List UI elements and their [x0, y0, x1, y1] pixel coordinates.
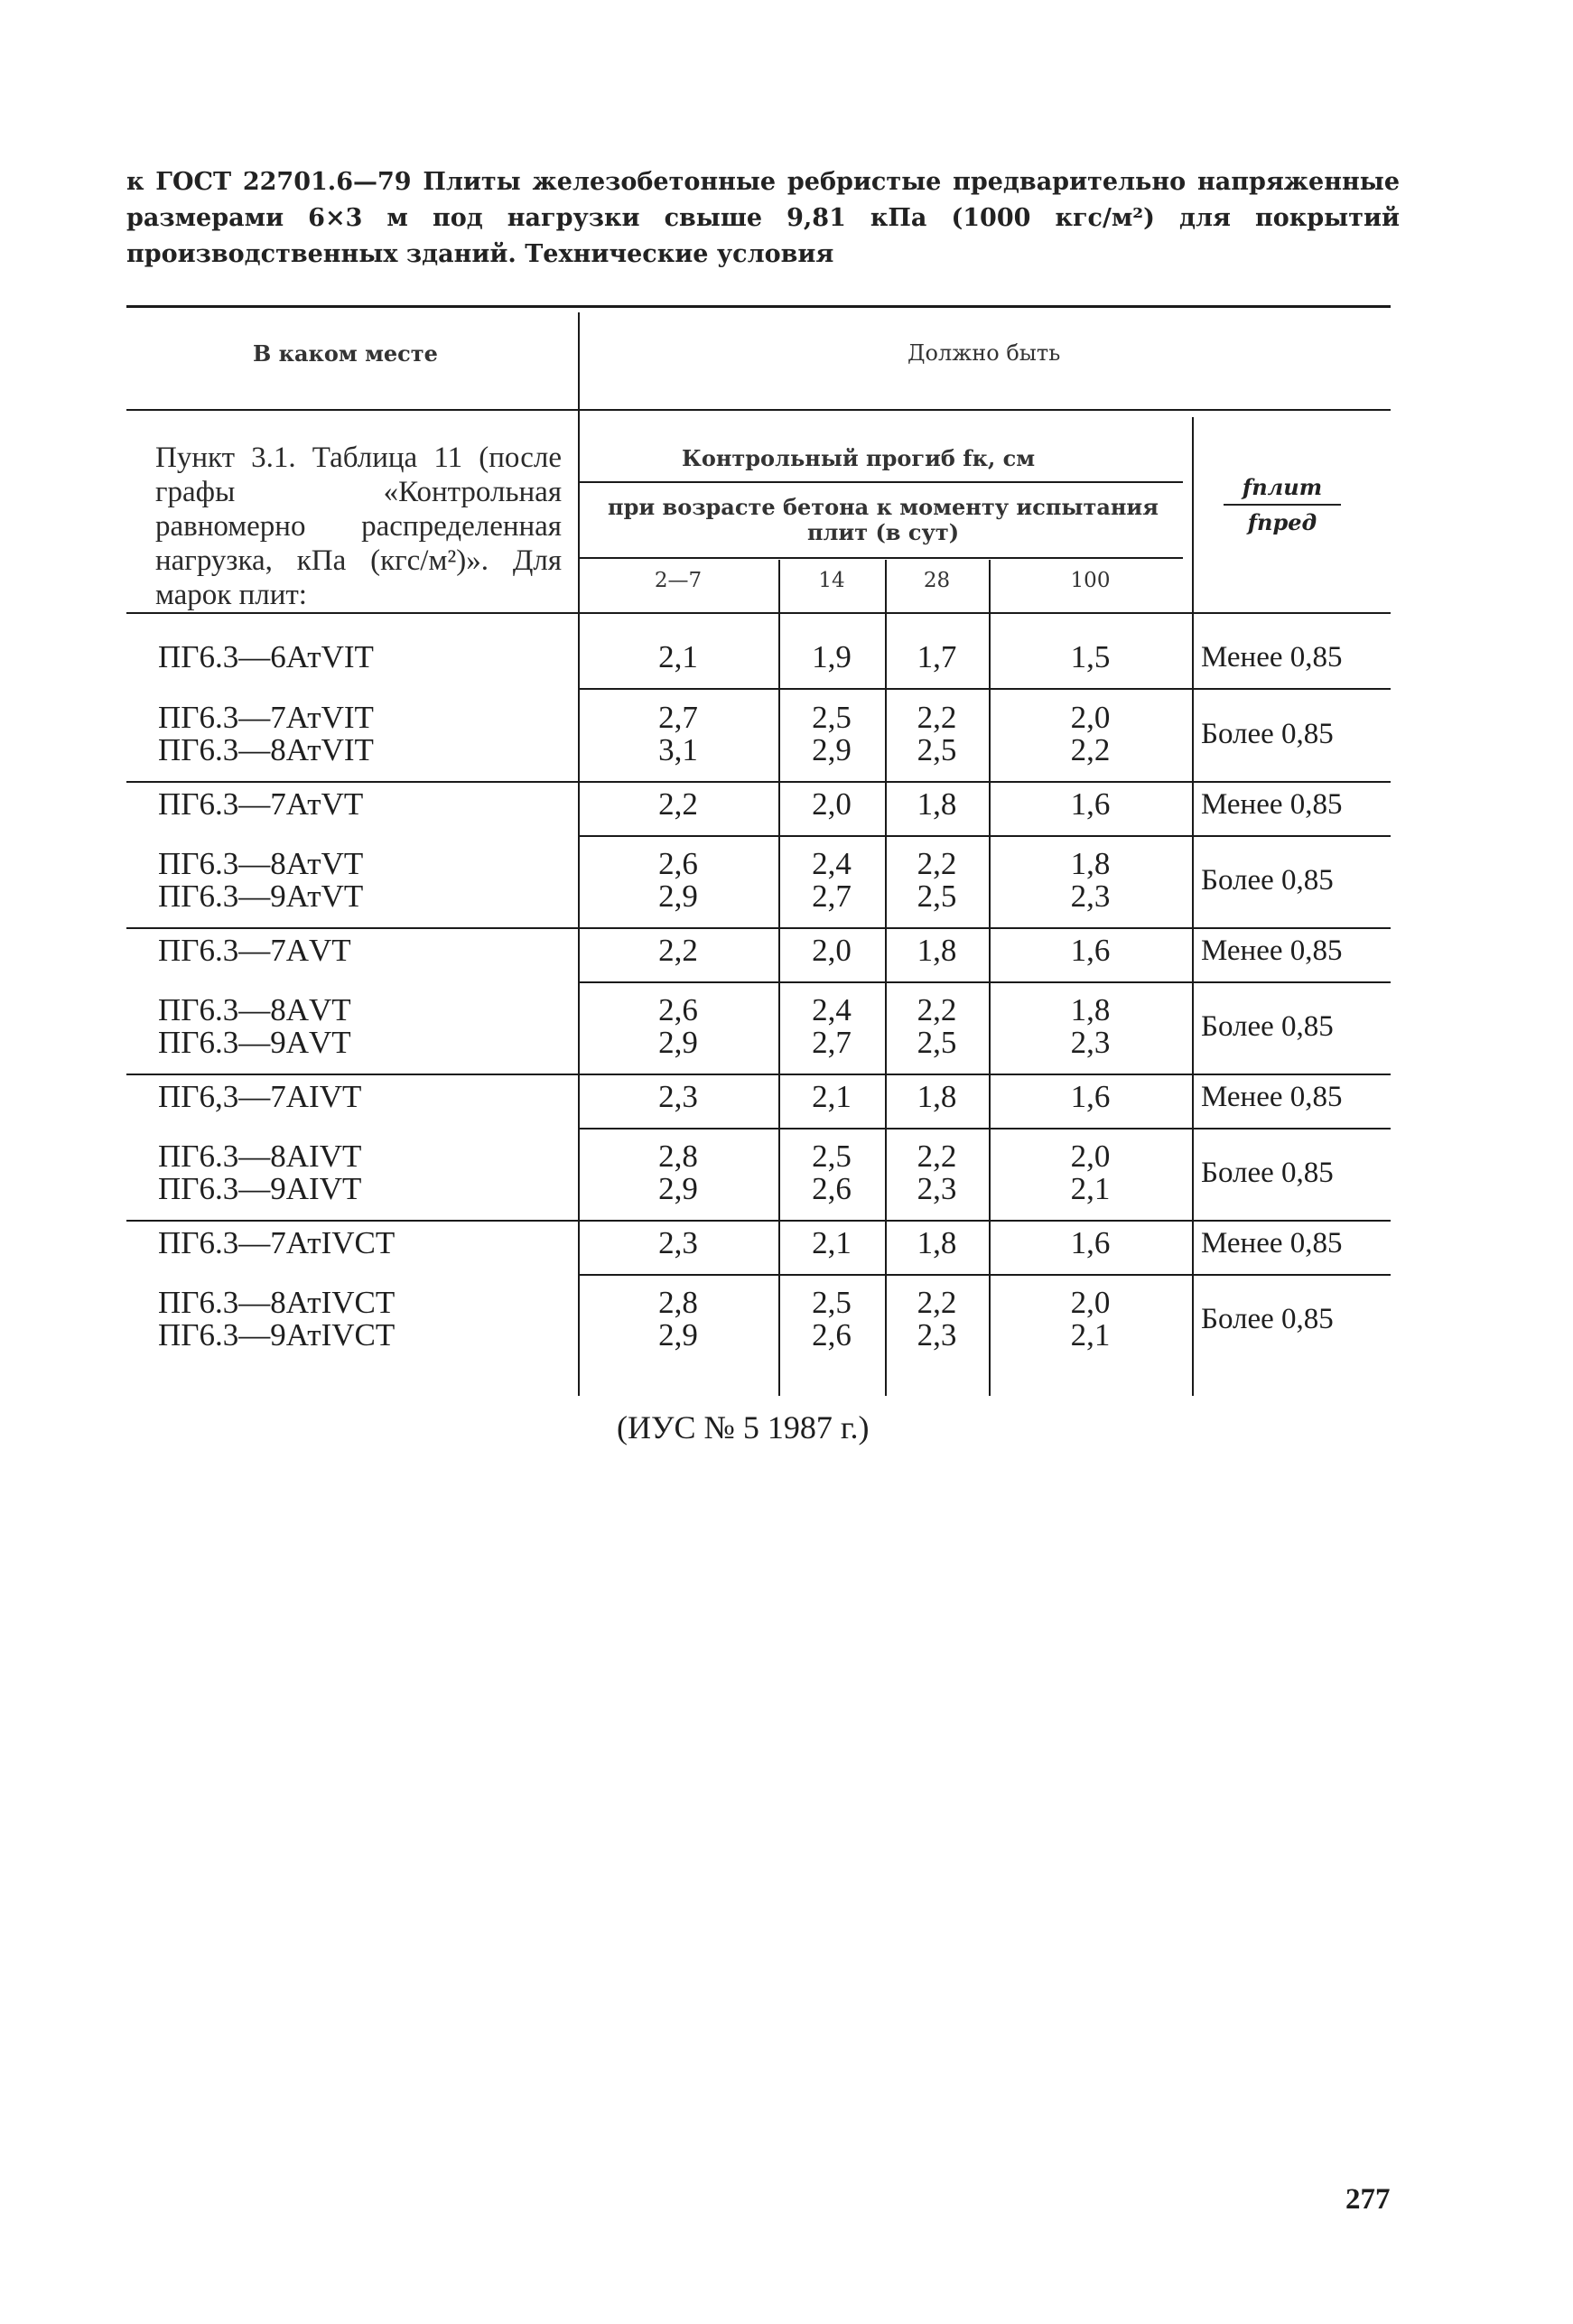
header-bottom-rule [126, 409, 1391, 411]
deflection-value: 3,1 [658, 732, 698, 767]
subheader-bottom-rule [126, 612, 1391, 614]
deflection-value: 2,9 [812, 732, 852, 767]
deflection-value: 2,6 [812, 1171, 852, 1206]
footnote: (ИУС № 5 1987 г.) [617, 1409, 870, 1446]
deflection-header: Контрольный прогиб fк, см [682, 445, 1036, 471]
deflection-value: 2,7 [812, 1025, 852, 1060]
age-label-1: 2—7 [654, 569, 703, 592]
ratio-value: Более 0,85 [1201, 718, 1334, 750]
ratio-value: Более 0,85 [1201, 1157, 1334, 1189]
row-separator [126, 1074, 1391, 1075]
deflection-value: 2,8 [658, 1285, 698, 1320]
deflection-value: 2,9 [658, 1171, 698, 1206]
deflection-value: 2,0 [1070, 1285, 1111, 1320]
row-separator [578, 981, 1391, 983]
deflection-value: 1,7 [917, 639, 957, 674]
slab-mark: ПГ6.3—9АVT [158, 1025, 351, 1060]
deflection-value: 2,3 [917, 1317, 957, 1353]
deflection-value: 1,6 [1070, 933, 1111, 968]
ratio-value: Более 0,85 [1201, 1303, 1334, 1335]
slab-mark: ПГ6,3—7АIVT [158, 1079, 362, 1114]
deflection-value: 2,0 [1070, 700, 1111, 735]
age-label-4: 100 [1070, 569, 1111, 592]
ratio-value: Менее 0,85 [1201, 934, 1343, 967]
ratio-value: Менее 0,85 [1201, 788, 1343, 821]
table-top-rule [126, 305, 1391, 308]
deflection-value: 2,2 [917, 1139, 957, 1174]
deflection-value: 2,4 [812, 992, 852, 1027]
slab-mark: ПГ6.3—8АтVT [158, 846, 364, 881]
slab-mark: ПГ6.3—9АIVT [158, 1171, 362, 1206]
deflection-value: 1,6 [1070, 1079, 1111, 1114]
age-label-2: 14 [818, 569, 845, 592]
ratio-header [1224, 474, 1341, 535]
deflection-value: 2,2 [1070, 732, 1111, 767]
row-separator [126, 927, 1391, 929]
col-divider-age-1 [778, 560, 780, 1396]
deflection-value: 2,1 [812, 1079, 852, 1114]
slab-mark: ПГ6.3—8АVT [158, 992, 351, 1027]
deflection-value: 2,1 [1070, 1317, 1111, 1353]
deflection-value: 2,3 [658, 1225, 698, 1260]
column-header-should-be: Должно быть [908, 340, 1061, 366]
deflection-value: 2,6 [812, 1317, 852, 1353]
col-divider-age-2 [885, 560, 887, 1396]
deflection-value: 2,8 [658, 1139, 698, 1174]
deflection-value: 1,6 [1070, 786, 1111, 822]
deflection-value: 2,1 [658, 639, 698, 674]
slab-mark: ПГ6.3—6АтVIT [158, 639, 374, 674]
deflection-value: 2,0 [812, 933, 852, 968]
age-label-3: 28 [923, 569, 951, 592]
ratio-denominator: fпред [1247, 509, 1317, 535]
column-header-where: В каком месте [253, 340, 438, 367]
place-description: Пункт 3.1. Таблица 11 (после графы «Контрольная равномерно распределенная нагрузка, кПа (кгс/м²)». Для марок плит: [155, 442, 562, 611]
deflection-value: 2,9 [658, 1317, 698, 1353]
ratio-value: Более 0,85 [1201, 1010, 1334, 1043]
deflection-value: 2,3 [1070, 1025, 1111, 1060]
deflection-value: 1,5 [1070, 639, 1111, 674]
age-header-rule [578, 557, 1183, 559]
deflection-value: 2,7 [658, 700, 698, 735]
deflection-value: 2,5 [917, 878, 957, 914]
slab-mark: ПГ6.3—7АтVT [158, 786, 364, 822]
slab-mark: ПГ6.3—7АVT [158, 933, 351, 968]
slab-mark: ПГ6.3—8АтVIT [158, 732, 374, 767]
row-separator [578, 688, 1391, 690]
deflection-value: 2,3 [658, 1079, 698, 1114]
ratio-value: Менее 0,85 [1201, 1227, 1343, 1260]
deflection-value: 2,2 [917, 1285, 957, 1320]
amendment-heading: к ГОСТ 22701.6—79 Плиты железобетонные ребристые предварительно напряженные размерами 6×3 м под нагрузки свыше 9,81 кПа (1000 кгс/м²) для покрытий производственных зданий. Технические условия [126, 168, 1400, 268]
deflection-value: 2,3 [1070, 878, 1111, 914]
deflection-value: 2,2 [658, 786, 698, 822]
row-separator [578, 1128, 1391, 1129]
slab-mark: ПГ6.3—8АIVT [158, 1139, 362, 1174]
col-divider-age-3 [989, 560, 991, 1396]
deflection-value: 2,0 [1070, 1139, 1111, 1174]
deflection-value: 1,9 [812, 639, 852, 674]
row-separator [126, 781, 1391, 783]
row-separator [578, 835, 1391, 837]
slab-mark: ПГ6.3—9АтVT [158, 878, 364, 914]
deflection-value: 2,9 [658, 878, 698, 914]
deflection-value: 1,8 [1070, 992, 1111, 1027]
slab-mark: ПГ6.3—7АтIVCT [158, 1225, 396, 1260]
ratio-value: Менее 0,85 [1201, 1081, 1343, 1113]
deflection-value: 2,2 [917, 700, 957, 735]
deflection-value: 1,8 [917, 933, 957, 968]
deflection-value: 2,5 [917, 732, 957, 767]
deflection-value: 1,8 [917, 1079, 957, 1114]
deflection-value: 2,4 [812, 846, 852, 881]
deflection-header-rule [578, 481, 1183, 483]
page-number: 277 [1345, 2183, 1391, 2216]
deflection-value: 2,9 [658, 1025, 698, 1060]
deflection-value: 1,8 [1070, 846, 1111, 881]
age-header: при возрасте бетона к моменту испытания плит (в сут) [608, 494, 1159, 545]
deflection-value: 1,8 [917, 786, 957, 822]
deflection-value: 2,7 [812, 878, 852, 914]
deflection-value: 2,3 [917, 1171, 957, 1206]
deflection-value: 2,5 [812, 700, 852, 735]
deflection-value: 2,2 [917, 846, 957, 881]
deflection-value: 2,5 [812, 1285, 852, 1320]
slab-mark: ПГ6.3—7АтVIT [158, 700, 374, 735]
deflection-value: 2,6 [658, 992, 698, 1027]
deflection-value: 2,5 [917, 1025, 957, 1060]
ratio-numerator: fплит [1224, 474, 1341, 506]
deflection-value: 2,1 [1070, 1171, 1111, 1206]
deflection-value: 2,0 [812, 786, 852, 822]
row-separator [578, 1274, 1391, 1276]
deflection-value: 1,8 [917, 1225, 957, 1260]
col-divider-ratio [1192, 417, 1194, 1396]
ratio-value: Менее 0,85 [1201, 641, 1343, 674]
deflection-value: 1,6 [1070, 1225, 1111, 1260]
deflection-value: 2,5 [812, 1139, 852, 1174]
ratio-value: Более 0,85 [1201, 864, 1334, 897]
deflection-value: 2,2 [917, 992, 957, 1027]
deflection-value: 2,1 [812, 1225, 852, 1260]
slab-mark: ПГ6.3—8АтIVCT [158, 1285, 396, 1320]
slab-mark: ПГ6.3—9АтIVCT [158, 1317, 396, 1353]
deflection-value: 2,6 [658, 846, 698, 881]
deflection-value: 2,2 [658, 933, 698, 968]
row-separator [126, 1220, 1391, 1222]
